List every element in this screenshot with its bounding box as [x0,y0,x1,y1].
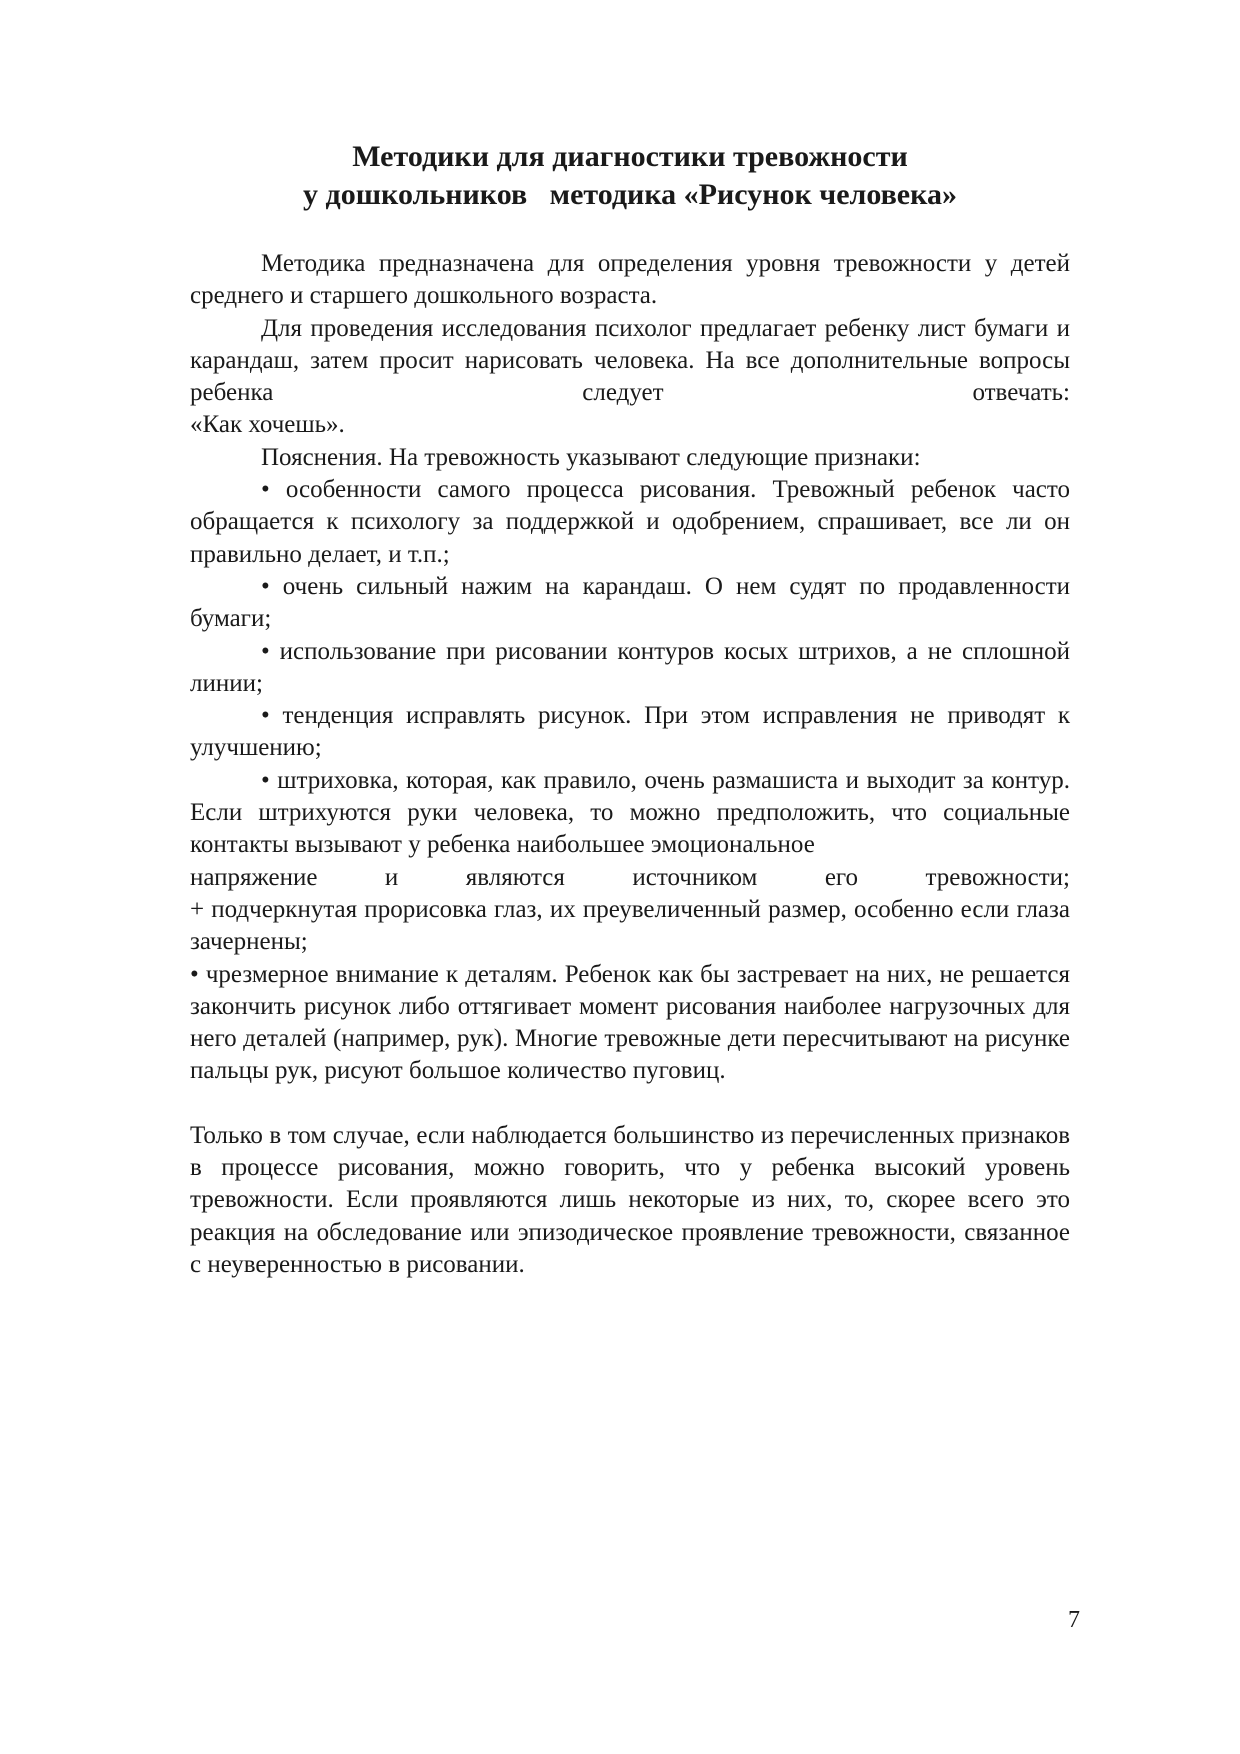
title-line-2: у дошкольников методика «Рисунок человека» [303,178,957,211]
list-item-oblique-strokes: • использование при рисовании контуров косых штрихов, а не сплошной линии; [190,637,1070,697]
list-item-hatching-continued: напряжение и являются источником его тревожности; [190,863,1070,891]
title-line-1: Методики для диагностики тревожности [352,140,908,173]
list-item-pressure: • очень сильный нажим на карандаш. О нем судят по продавленности бумаги; [190,572,1070,633]
paragraph-intro: Методика предназначена для определения уровня тревожности у детей среднего и старшего дошкольного возраста. [190,250,1070,310]
paragraph-explanations: Пояснения. На тревожность указывают следующие признаки: [261,443,921,471]
list-item-hatching: • штриховка, которая, как правило, очень размашиста и выходит за контур. Если штрихуются руки человека, то можно предположить, что социальные контакты вызывают у ребенка наибольшее эмоциональное [190,766,1070,859]
paragraph-answer: «Как хочешь». [190,411,345,439]
list-item-corrections: • тенденция исправлять рисунок. При этом исправления не приводят к улучшению; [190,702,1070,762]
page-title [190,138,1070,214]
list-item-details: • чрезмерное внимание к деталям. Ребенок как бы застревает на них, не решается закончить рисунок либо оттягивает момент рисования наиболее нагрузочных для него деталей (например, рук). Многие тревожные дети пересчитывают на рисунке пальцы рук, рисуют большое количество пуговиц. [190,960,1070,1085]
page-number: 7 [1068,1607,1080,1633]
paragraph-procedure: Для проведения исследования психолог предлагает ребенку лист бумаги и карандаш, затем просит нарисовать человека. На все дополнительные вопросы ребенка следует отвечать: [190,314,1070,407]
paragraph-conclusion: Только в том случае, если наблюдается большинство из перечисленных признаков в процессе рисования, можно говорить, что у ребенка высокий уровень тревожности. Если проявляются лишь некоторые из них, то, скорее всего это реакция на обследование или эпизодическое проявление тревожности, связанное с неуверенностью в рисовании. [190,1121,1070,1278]
document-body [190,248,1070,1281]
list-item-eyes: + подчеркнутая прорисовка глаз, их преувеличенный размер, особенно если глаза зачернены; [190,895,1070,956]
list-item-drawing-process: • особенности самого процесса рисования. Тревожный ребенок часто обращается к психологу за поддержкой и одобрением, спрашивает, все ли он правильно делает, и т.п.; [190,476,1070,568]
